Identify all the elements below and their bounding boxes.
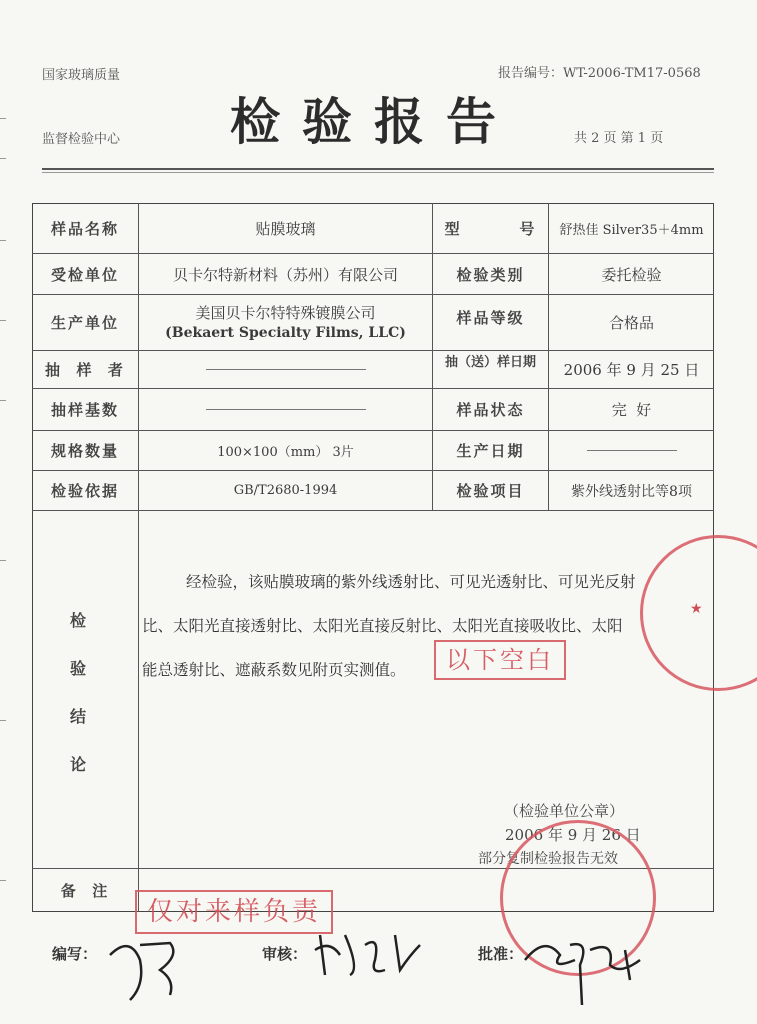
report-number: 报告编号：WT-2006-TM17-0568 <box>498 66 701 81</box>
conclusion-line: 能总透射比、遮蔽系数见附页实测值。 <box>142 661 406 679</box>
blank-below-stamp: 以下空白 <box>434 640 566 680</box>
value-basis: GB/T2680-1994 <box>233 483 338 498</box>
approver-label: 批准： <box>478 945 524 963</box>
blank-line <box>587 450 677 451</box>
conclusion-label-char: 论 <box>70 755 87 774</box>
label-basis: 检验依据 <box>50 482 119 500</box>
label-sample-state: 样品状态 <box>456 401 525 419</box>
value-sample-state: 完 好 <box>611 401 652 419</box>
seal-star-icon: ★ <box>690 601 703 617</box>
org-name-line1: 国家玻璃质量 <box>42 68 121 83</box>
blank-line <box>206 409 366 410</box>
report-date: 2006 年 9 月 26 日 <box>505 826 641 844</box>
page-title: 检验报告 <box>230 92 518 151</box>
manufacturer-name-cn: 美国贝卡尔特特殊镀膜公司 <box>195 303 376 322</box>
label-spec-quantity: 规格数量 <box>50 442 119 460</box>
author-signature <box>100 915 190 1005</box>
scan-mark <box>0 560 6 561</box>
label-production-date: 生产日期 <box>456 442 525 460</box>
label-model: 型 号 <box>444 219 537 238</box>
copy-note: 部分复制检验报告无效 <box>478 851 618 867</box>
conclusion-text <box>142 560 712 692</box>
scan-mark <box>0 880 6 881</box>
header-rule-thin <box>42 172 714 173</box>
label-sample-name: 样品名称 <box>50 219 119 238</box>
conclusion-line: 经检验，该贴膜玻璃的紫外线透射比、可见光透射比、可见光反射 <box>186 573 636 591</box>
value-inspected-unit: 贝卡尔特新材料（苏州）有限公司 <box>172 265 398 284</box>
seal-caption: （检验单位公章） <box>504 802 625 820</box>
value-test-items: 紫外线透射比等8项 <box>571 483 692 500</box>
conclusion-label-char: 验 <box>70 659 87 678</box>
value-sample-name: 贴膜玻璃 <box>255 219 316 238</box>
value-manufacturer <box>139 295 432 350</box>
label-sampling-base: 抽样基数 <box>50 401 119 419</box>
scan-mark <box>0 240 6 241</box>
label-sampler: 抽 样 者 <box>45 361 125 379</box>
conclusion-label-char: 结 <box>70 707 87 726</box>
conclusion-label-char: 检 <box>70 611 87 630</box>
blank-line <box>206 369 366 370</box>
value-sampling-date: 2006 年 9 月 25 日 <box>563 361 700 379</box>
value-spec-quantity: 100×100（mm） 3片 <box>217 445 354 460</box>
label-inspected-unit: 受检单位 <box>50 265 119 284</box>
value-sampler <box>139 351 432 388</box>
header-rule <box>42 168 714 170</box>
scan-mark <box>0 118 6 119</box>
conclusion-line: 比、太阳光直接透射比、太阳光直接反射比、太阳光直接吸收比、太阳 <box>142 617 623 635</box>
label-remarks: 备 注 <box>60 882 110 900</box>
value-model: 舒热佳 Silver35＋4mm <box>559 222 704 238</box>
value-production-date <box>549 431 714 470</box>
label-sample-grade: 样品等级 <box>456 309 525 327</box>
reviewer-signature <box>310 915 430 985</box>
org-name-line2: 监督检验中心 <box>42 132 121 147</box>
scan-mark <box>0 400 6 401</box>
label-sampling-date: 抽（送）样日期 <box>444 354 536 370</box>
scan-mark <box>0 158 6 159</box>
scan-mark <box>0 320 6 321</box>
row-divider <box>32 510 714 511</box>
label-manufacturer: 生产单位 <box>50 314 119 332</box>
reviewer-label: 审核： <box>262 945 308 963</box>
scan-mark <box>0 720 6 721</box>
value-sampling-base <box>139 389 432 430</box>
manufacturer-name-en: (Bekaert Specialty Films, LLC) <box>165 324 406 341</box>
value-sample-grade: 合格品 <box>608 314 654 332</box>
author-label: 编写： <box>52 945 98 963</box>
label-inspection-type: 检验类别 <box>456 265 525 284</box>
approver-signature <box>520 920 660 1010</box>
value-inspection-type: 委托检验 <box>601 265 662 284</box>
page-info: 共 2 页 第 1 页 <box>574 131 664 146</box>
sample-only-stamp: 仅对来样负责 <box>135 890 333 934</box>
label-test-items: 检验项目 <box>456 482 525 500</box>
